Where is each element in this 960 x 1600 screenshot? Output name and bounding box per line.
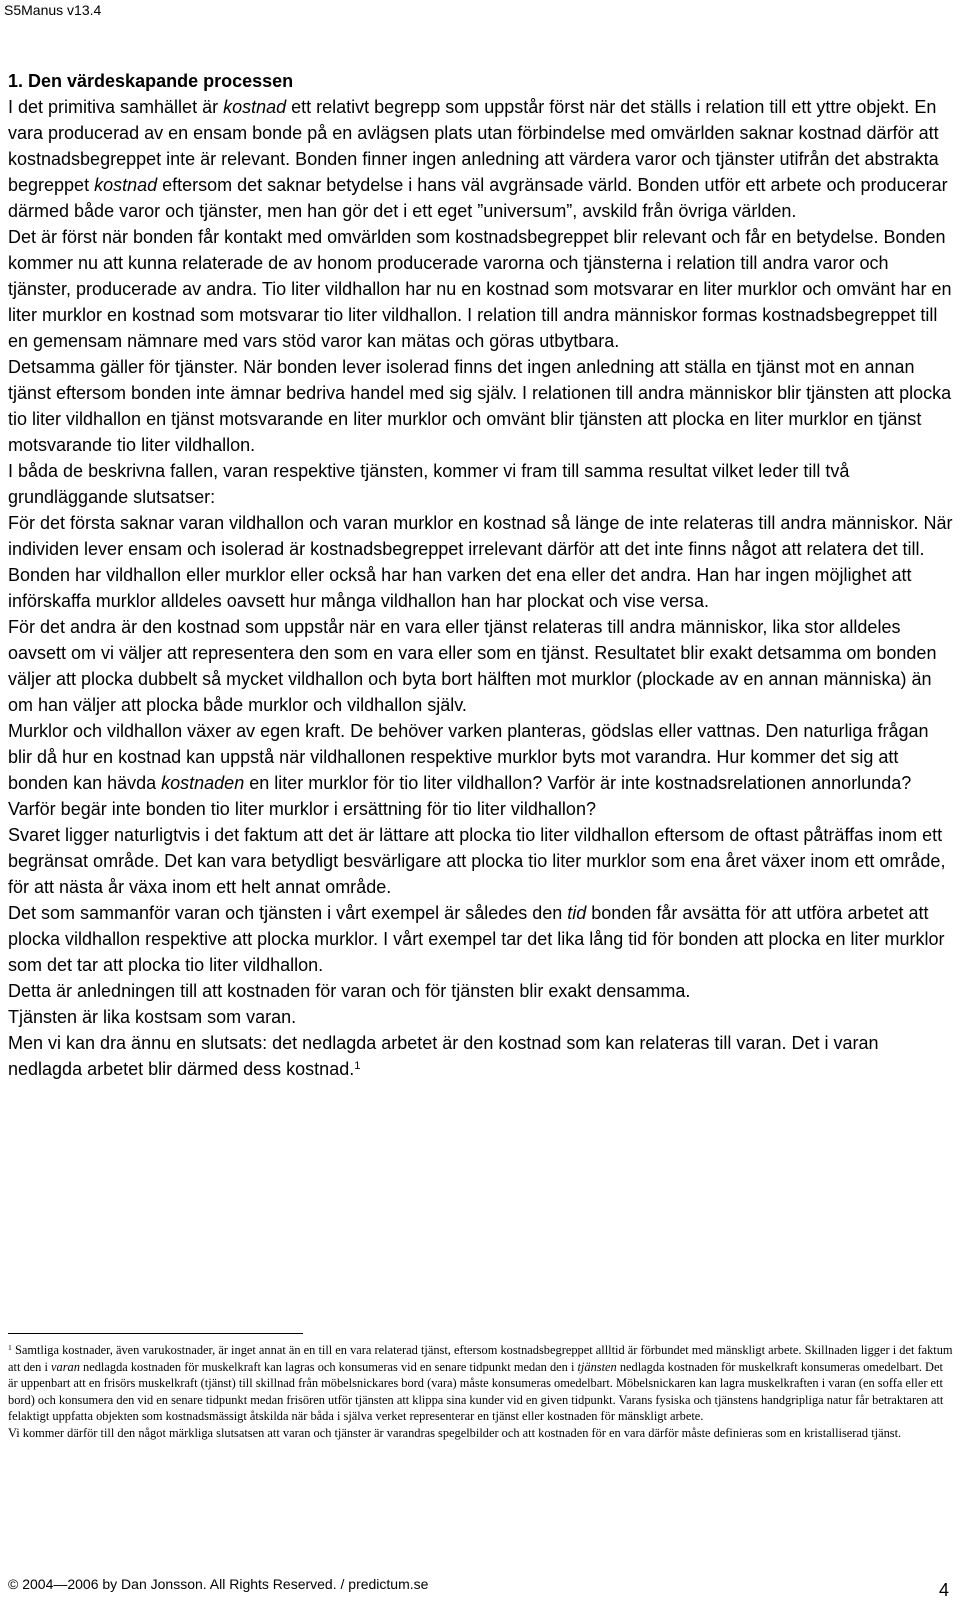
paragraph: Tjänsten är lika kostsam som varan. bbox=[8, 1007, 297, 1027]
paragraph bbox=[8, 1030, 953, 1082]
emphasis-text: kostnad bbox=[223, 97, 287, 117]
paragraph-text: eftersom det saknar betydelse i hans väl avgränsade värld. Bonden utför ett arbete och producerar därmed både varor och tjänster, men han gör det i ett eget ”universum”, avskild från övriga världen. bbox=[8, 175, 948, 221]
footnote bbox=[8, 1342, 953, 1425]
footnote-text: nedlagda kostnaden för muskelkraft kan lagras och konsumeras vid en senare tidpunkt medan den i bbox=[79, 1359, 578, 1374]
copyright-footer: © 2004—2006 by Dan Jonsson. All Rights Reserved. / predictum.se bbox=[8, 1576, 429, 1592]
footnote-continuation: Vi kommer därför till den något märkliga slutsatsen att varan och tjänster är varandras spegelbilder och att kostnaden för en vara därför måste definieras som en kristalliserad tjänst. bbox=[8, 1425, 902, 1440]
paragraph-text: Det som sammanför varan och tjänsten i vårt exempel är således den bbox=[8, 903, 568, 923]
paragraph-text: Men vi kan dra ännu en slutsats: det nedlagda arbetet är den kostnad som kan relateras till varan. Det i varan nedlagda arbetet blir därmed dess kostnad. bbox=[8, 1033, 879, 1079]
footnote-separator bbox=[8, 1333, 303, 1334]
paragraph-text: bonden får avsätta för att utföra arbetet att plocka vildhallon respektive att plocka murklor. I vårt exempel tar det lika lång tid för bonden att plocka en liter murklor som det tar att plocka tio liter vildhallon. bbox=[8, 903, 945, 975]
footnote-reference[interactable]: 1 bbox=[354, 1059, 361, 1072]
paragraph: I båda de beskrivna fallen, varan respektive tjänsten, kommer vi fram till samma resultat vilket leder till två grundläggande slutsatser: bbox=[8, 461, 850, 507]
emphasis-text: varan bbox=[51, 1359, 80, 1374]
emphasis-text: kostnaden bbox=[161, 773, 245, 793]
footnotes bbox=[8, 1342, 953, 1441]
paragraph bbox=[8, 900, 953, 978]
section-heading: 1. Den värdeskapande processen bbox=[8, 71, 294, 91]
paragraph: För det första saknar varan vildhallon och varan murklor en kostnad så länge de inte relateras till andra människor. När individen lever ensam och isolerad är kostnadsbegreppet irrelevant därför att det inte finns något att relatera det till. Bonden har vildhallon eller murklor eller också har han varken det ena eller det andra. Han har ingen möjlighet att införskaffa murklor alldeles oavsett hur många vildhallon han har plockat och vise versa. bbox=[8, 513, 953, 611]
paragraph-text: I det primitiva samhället är bbox=[8, 97, 224, 117]
emphasis-text: tid bbox=[567, 903, 587, 923]
paragraph: Svaret ligger naturligtvis i det faktum att det är lättare att plocka tio liter vildhallon eftersom de oftast påträffas inom ett begränsat område. Det kan vara betydligt besvärligare att plocka tio liter murklor som ena året växer inom ett område, för att nästa år växa inom ett helt annat område. bbox=[8, 825, 946, 897]
paragraph-text: ett relativt begrepp som uppstår först när det ställs i relation till ett yttre objekt. En vara producerad av en ensam bonde på en avlägsen plats utan förbindelse med omvärlden saknar kostnad därför att kostnadsbegreppet inte är relevant. Bonden finner ingen anledning att värdera varor och tjänster utifrån det abstrakta begreppet bbox=[8, 97, 939, 195]
paragraph: För det andra är den kostnad som uppstår när en vara eller tjänst relateras till andra människor, lika stor alldeles oavsett om vi väljer att representera den som en vara eller som en tjänst. Resultatet blir exakt detsamma om bonden väljer att plocka dubbelt så mycket vildhallon och byta bort hälften mot murklor (plockade av en annan människa) än om han väljer att plocka både murklor och vildhallon själv. bbox=[8, 617, 937, 715]
emphasis-text: kostnad bbox=[94, 175, 158, 195]
paragraph-text: Murklor och vildhallon växer av egen kraft. De behöver varken planteras, gödslas eller vattnas. Den naturliga frågan blir då hur en kostnad kan uppstå när vildhallonen respektive murklor byts mot varandra. Hur kommer det sig att bonden kan hävda bbox=[8, 721, 929, 793]
footnote-marker: 1 bbox=[8, 1342, 12, 1352]
footnote-text: nedlagda kostnaden för muskelkraft konsumeras omedelbart. Det är uppenbart att en frisörs muskelkraft (tjänst) till skillnad från möbelsnickares bord (vara) måste konsumeras omedelbart. Möbelsnickaren kan lagra muskelkraften i varan (en soffa eller ett bord) och konsumera den vid en senare tidpunkt medan frisören utför tjänsten att klippa sina kunder vid en given tidpunkt. Varans fysiska och tjänstens handgripliga natur får betraktaren att felaktigt uppfatta objekten som kostnadsmässigt åtskilda när båda i själva verket representerar en tjänst eller kostnaden för mänskligt arbete. bbox=[8, 1359, 944, 1423]
emphasis-text: tjänsten bbox=[577, 1359, 617, 1374]
footnote-text: Samtliga kostnader, även varukostnader, är inget annat än en till en vara relaterad tjänst, eftersom kostnadsbegreppet allltid är förbundet med mänskligt arbete. Skillnaden ligger i det faktum att den i bbox=[8, 1343, 953, 1374]
body-text bbox=[8, 94, 953, 1082]
paragraph-text: en liter murklor för tio liter vildhallon? Varför är inte kostnadsrelationen annorlunda? Varför begär inte bonden tio liter murklor i ersättning för tio liter vildhallon? bbox=[8, 773, 912, 819]
page-number: 4 bbox=[939, 1580, 950, 1600]
paragraph bbox=[8, 718, 953, 822]
document-header: S5Manus v13.4 bbox=[4, 2, 102, 18]
paragraph bbox=[8, 94, 953, 224]
paragraph: Det är först när bonden får kontakt med omvärlden som kostnadsbegreppet blir relevant och får en betydelse. Bonden kommer nu att kunna relaterade de av honom producerade varorna och tjänsterna i relation till andra varor och tjänster, producerade av andra. Tio liter vildhallon har nu en kostnad som motsvarar en liter murklor och omvänt har en liter murklor en kostnad som motsvarar tio liter vildhallon. I relation till andra människor formas kostnadsbegreppet till en gemensam nämnare med vars stöd varor kan mätas och göras utbytbara. bbox=[8, 227, 952, 351]
paragraph: Detta är anledningen till att kostnaden för varan och för tjänsten blir exakt densamma. bbox=[8, 981, 691, 1001]
paragraph: Detsamma gäller för tjänster. När bonden lever isolerad finns det ingen anledning att ställa en tjänst mot en annan tjänst eftersom bonden inte ämnar bedriva handel med sig själv. I relationen till andra människor blir tjänsten att plocka tio liter vildhallon en tjänst motsvarande en liter murklor och omvänt blir tjänsten att plocka en liter murklor en tjänst motsvarande tio liter vildhallon. bbox=[8, 357, 952, 455]
